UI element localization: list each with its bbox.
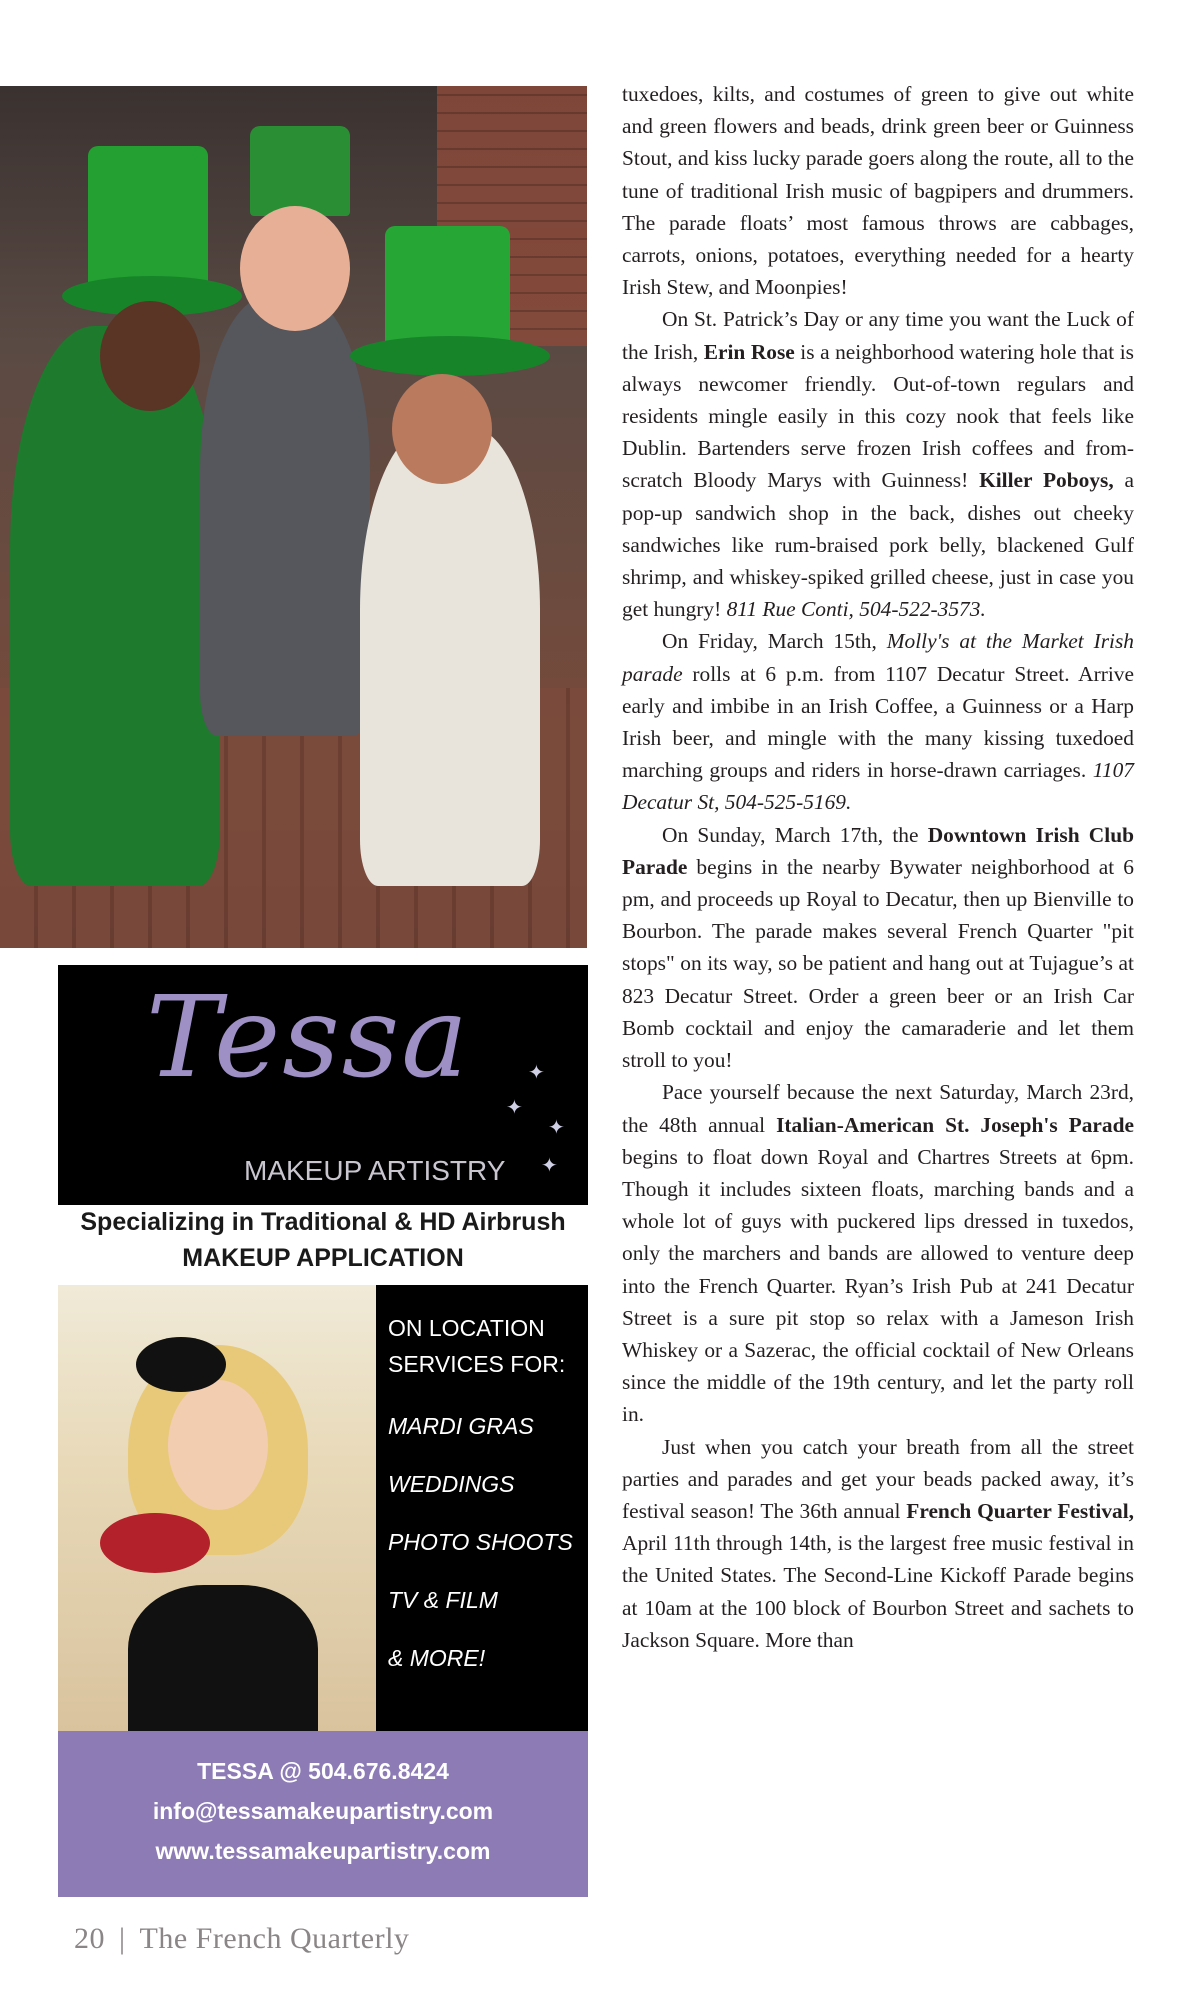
hat-brim-right — [350, 336, 550, 376]
paragraph: On Friday, March 15th, Molly's at the Market Irish parade rolls at 6 p.m. from 1107 Decatur Street. Arrive early and imbibe in an Irish Coffee, a Guinness or a Harp Irish beer, and mingle with the many kissing tuxedoed marching groups and riders in horse-drawn carriages. 1107 Decatur St, 504-525-5169. — [622, 629, 1134, 815]
brand-script: Tessa — [146, 973, 471, 1103]
page-footer — [74, 1922, 409, 1956]
paragraph: Just when you catch your breath from all the street parties and parades and get your beads packed away, it’s festival season! The 36th annual French Quarter Festival, April 11th through 14th, is the largest free music festival in the United States. The Second-Line Kickoff Parade begins at 10am at the 100 block of Bourbon Street and sachets to Jackson Square. More than — [622, 1434, 1134, 1652]
contact-website: www.tessamakeupartistry.com — [155, 1838, 491, 1864]
paragraph: Pace yourself because the next Saturday, March 23rd, the 48th annual Italian-American St. Joseph's Parade begins to float down Royal and Chartres Streets at 6pm. Though it includes sixteen floats, marching bands and a whole lot of guys with puckered lips dressed in tuxedos, only the marchers and bands are allowed to venture deep into the French Quarter. Ryan’s Irish Pub at 241 Decatur Street is a sure pit stop so relax with a Jameson Irish Whiskey or a Sazerac, the official cocktail of New Orleans since the middle of the 19th century, and let the party roll in. — [622, 1080, 1134, 1427]
fascinator-hat — [136, 1337, 226, 1392]
sparkle-icon: ✦ — [541, 1153, 558, 1177]
sparkle-icon: ✦ — [506, 1095, 523, 1119]
footer-separator: | — [119, 1922, 126, 1955]
green-top-hat-left — [88, 146, 208, 296]
sparkle-icon: ✦ — [528, 1060, 545, 1084]
event-name: Downtown Irish Club Parade — [622, 822, 1134, 879]
man-right — [360, 426, 540, 886]
model-face — [168, 1380, 268, 1510]
service-item: & MORE! — [388, 1645, 486, 1671]
parade-photo — [0, 86, 587, 948]
service-item: ON LOCATION — [388, 1315, 545, 1341]
paragraph: On Sunday, March 17th, the Downtown Irish Club Parade begins in the nearby Bywater neighborhood at 6 pm, and proceeds up Royal to Decatur, then up Bienville to Bourbon. The parade makes several French Quarter "pit stops" on its way, so be patient and hang out at Tujague’s at 823 Decatur Street. Order a green beer or an Irish Car Bomb cocktail and enjoy the camaraderie and let them stroll to you! — [622, 822, 1134, 1073]
service-item: PHOTO SHOOTS — [388, 1529, 573, 1555]
green-hat-center — [250, 126, 350, 216]
paragraph: tuxedoes, kilts, and costumes of green to give out white and green flowers and beads, drink green beer or Guinness Stout, and kiss lucky parade goers along the route, all to the tune of traditional Irish music of bagpipers and drummers. The parade floats’ most famous throws are cabbages, carrots, onions, potatoes, everything needed for a hearty Irish Stew, and Moonpies! — [622, 82, 1134, 300]
sparkle-icon: ✦ — [548, 1115, 565, 1139]
woman-center — [200, 296, 370, 736]
venue-name: Erin Rose — [703, 339, 795, 364]
venue-name: Killer Poboys, — [979, 468, 1114, 493]
paragraph: On St. Patrick’s Day or any time you want the Luck of the Irish, Erin Rose is a neighborhood watering hole that is always newcomer friendly. Out-of-town regulars and residents mingle easily in this cozy nook that feels like Dublin. Bartenders serve frozen Irish coffees and from-scratch Bloody Marys with Guinness! Killer Poboys, a pop-up sandwich shop in the back, dishes out cheeky sandwiches like rum-braised pork belly, blackened Gulf shrimp, and whiskey-spiked grilled cheese, just in case you get hungry! 811 Rue Conti, 504-522-3573. — [622, 307, 1134, 622]
contact-phone: TESSA @ 504.676.8424 — [197, 1758, 449, 1784]
event-name: French Quarter Festival, — [906, 1498, 1134, 1523]
service-item: TV & FILM — [388, 1587, 498, 1613]
specialty-line-1: Specializing in Traditional & HD Airbrush — [58, 1205, 588, 1243]
service-item: WEDDINGS — [388, 1471, 515, 1497]
page-number: 20 — [74, 1922, 105, 1955]
model-corset — [128, 1585, 318, 1731]
service-item: SERVICES FOR: — [388, 1351, 566, 1377]
face-right — [392, 374, 492, 484]
model-photo — [58, 1285, 376, 1731]
address: 811 Rue Conti, 504-522-3573. — [726, 597, 986, 622]
brand-subtitle: MAKEUP ARTISTRY — [244, 1155, 506, 1186]
tessa-makeup-ad — [58, 965, 588, 1897]
ad-contact — [58, 1731, 588, 1897]
event-name: Molly's at the Market Irish parade — [622, 629, 1134, 686]
masquerade-mask — [100, 1513, 210, 1573]
event-name: Italian-American St. Joseph's Parade — [776, 1112, 1134, 1137]
services-list — [376, 1285, 588, 1731]
article-body — [622, 78, 1134, 1656]
specialty-line-2: MAKEUP APPLICATION — [58, 1241, 588, 1285]
face-center — [240, 206, 350, 331]
face-left — [100, 301, 200, 411]
service-item: MARDI GRAS — [388, 1413, 534, 1439]
publication-name: The French Quarterly — [139, 1922, 410, 1955]
address: 1107 Decatur St, 504-525-5169. — [622, 758, 1134, 815]
leprechaun-left — [10, 326, 220, 886]
contact-email: info@tessamakeupartistry.com — [152, 1798, 494, 1824]
ad-logo-area — [58, 965, 588, 1205]
